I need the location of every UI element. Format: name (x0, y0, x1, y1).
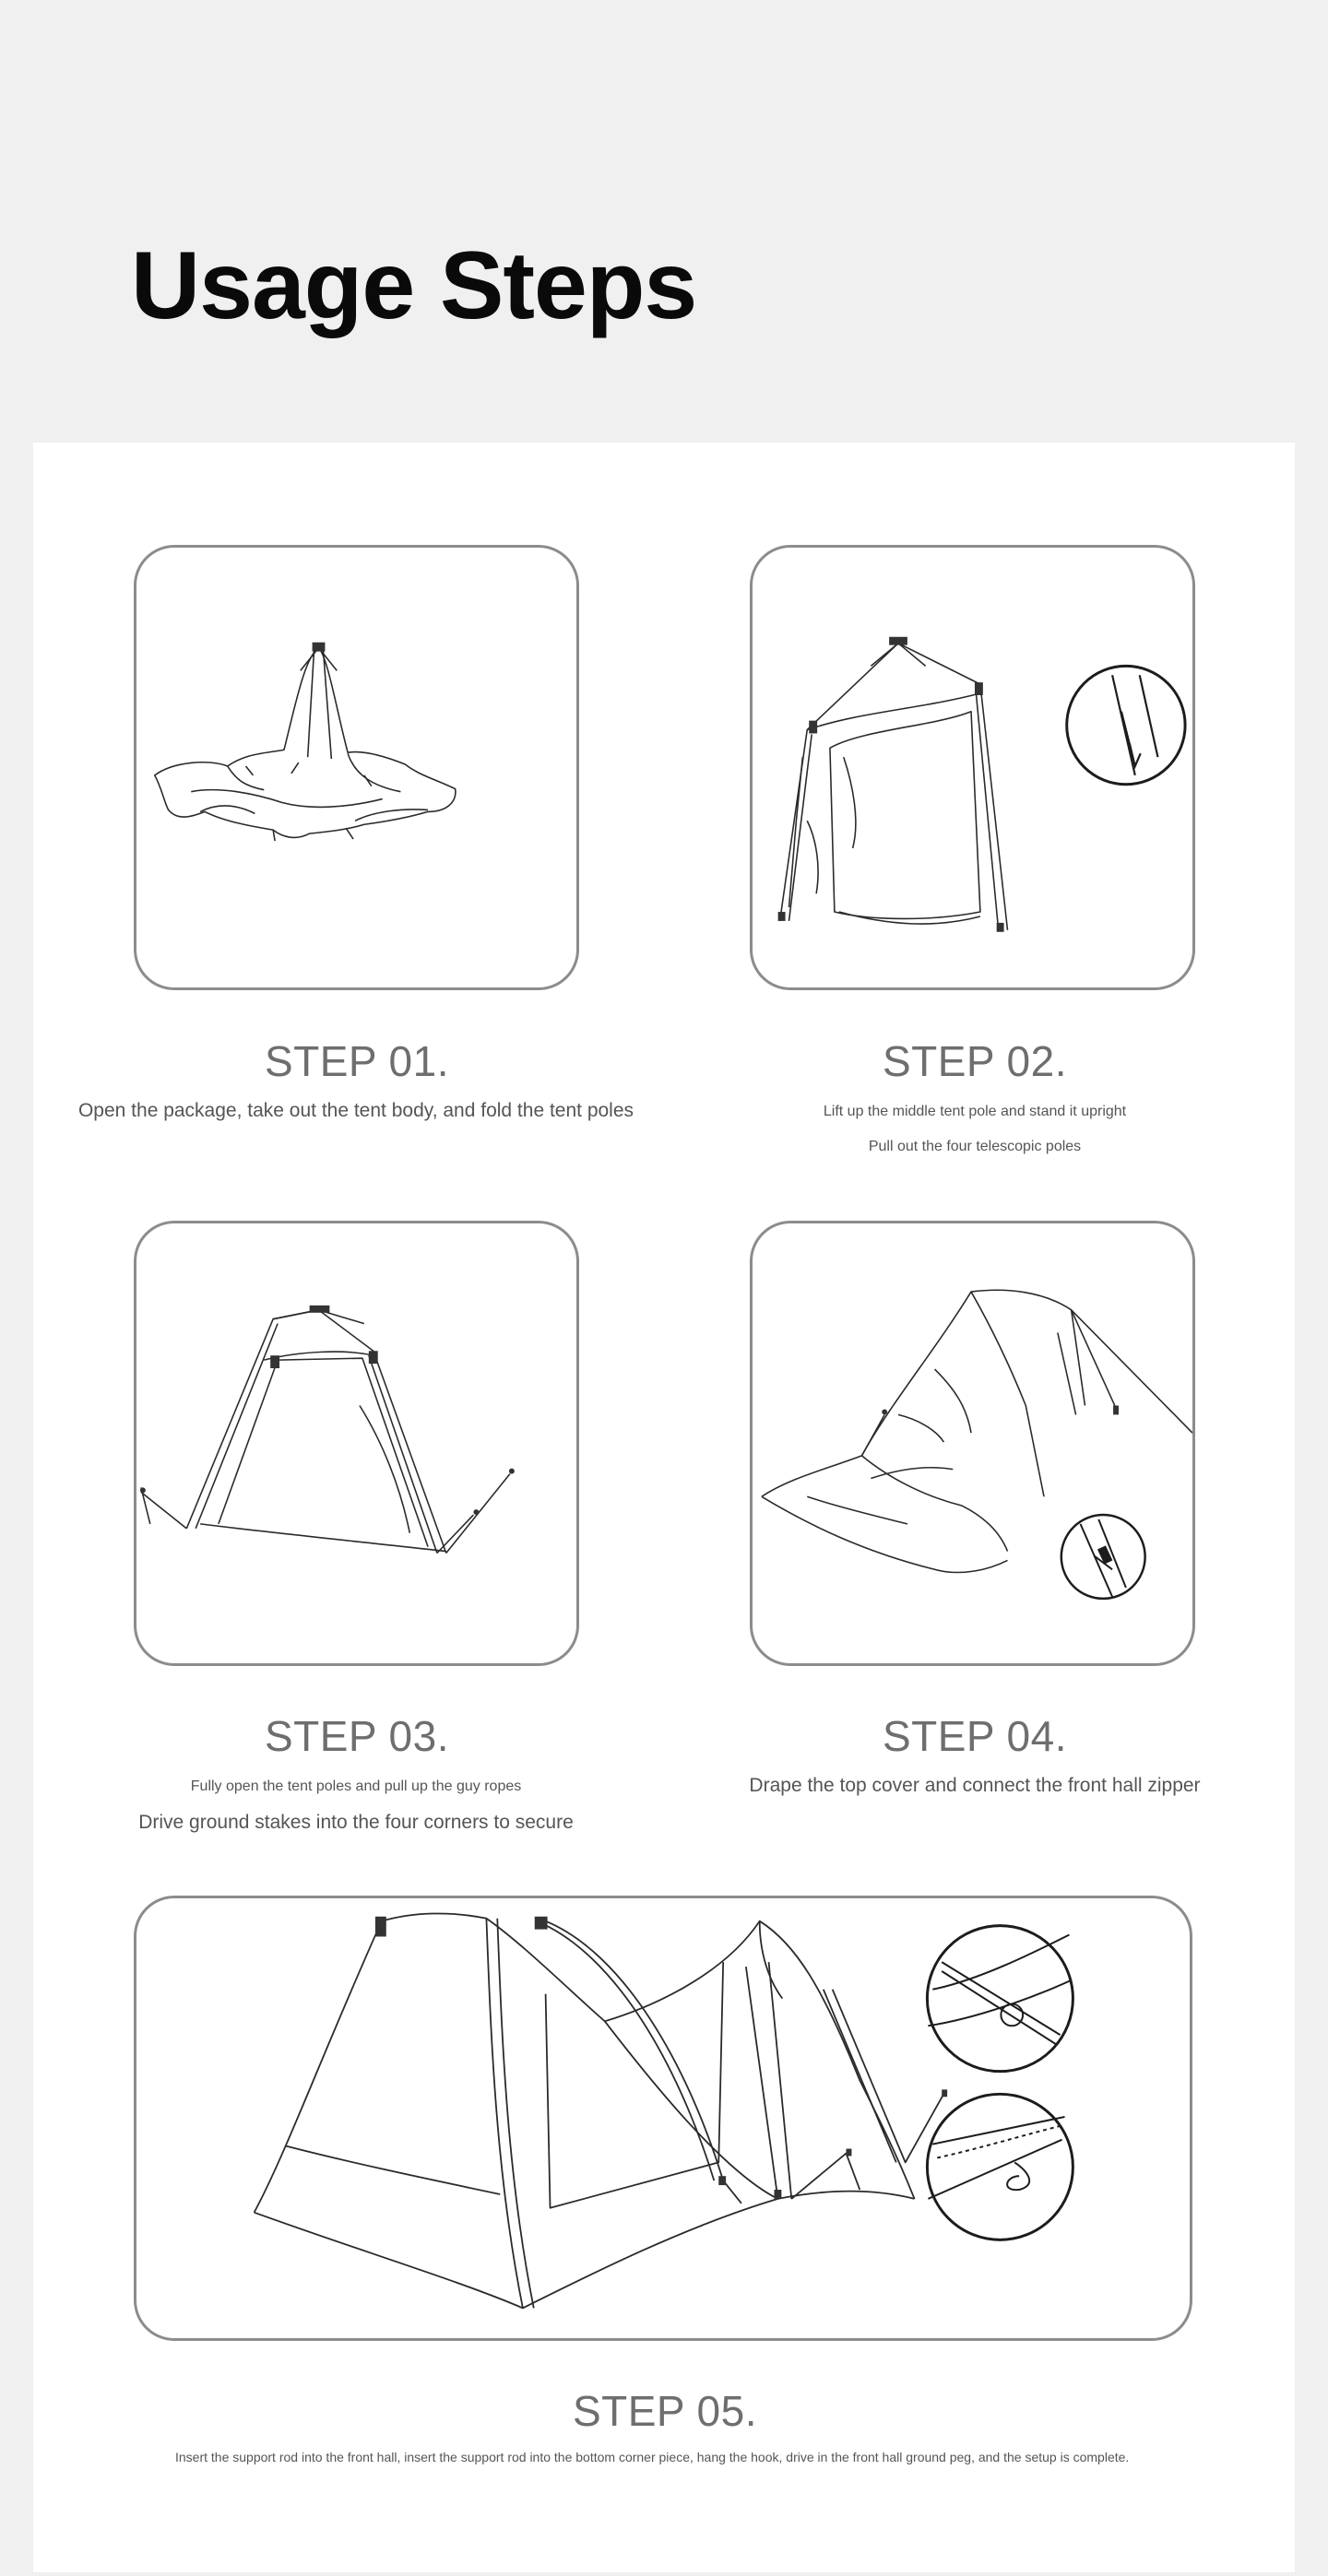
step-2-title: STEP 02. (882, 1037, 1068, 1085)
tent-complete-illustration-icon (136, 1898, 1190, 2338)
step-3-title: STEP 03. (264, 1712, 450, 1760)
step-4-image-card (750, 1221, 1195, 1666)
step-4-caption: Drape the top cover and connect the front hall zipper (749, 1775, 1201, 1796)
tent-cover-illustration-icon (753, 1223, 1192, 1663)
step-3-caption-2: Drive ground stakes into the four corners to secure (138, 1812, 574, 1833)
step-1-image-card (134, 545, 579, 990)
step-2-caption-1: Lift up the middle tent pole and stand it upright (823, 1104, 1127, 1119)
tent-frame-open-illustration-icon (136, 1223, 576, 1663)
collapsed-tent-illustration-icon (136, 548, 576, 987)
step-1-title: STEP 01. (264, 1037, 450, 1085)
step-2-caption-2: Pull out the four telescopic poles (868, 1139, 1082, 1154)
step-5-title: STEP 05. (572, 2387, 758, 2435)
step-1-caption: Open the package, take out the tent body, and fold the tent poles (77, 1100, 634, 1121)
step-3-image-card (134, 1221, 579, 1666)
page-title: Usage Steps (131, 232, 697, 339)
step-2-image-card (750, 545, 1195, 990)
step-3-caption-1: Fully open the tent poles and pull up the guy ropes (190, 1778, 522, 1794)
step-4-title: STEP 04. (882, 1712, 1068, 1760)
step-5-caption: Insert the support rod into the front hall, insert the support rod into the bottom corner piece, hang the hook, drive in the front hall ground peg, and the setup is complete. (175, 2450, 1130, 2464)
tent-standing-illustration-icon (753, 548, 1192, 987)
step-5-image-card (134, 1896, 1192, 2341)
